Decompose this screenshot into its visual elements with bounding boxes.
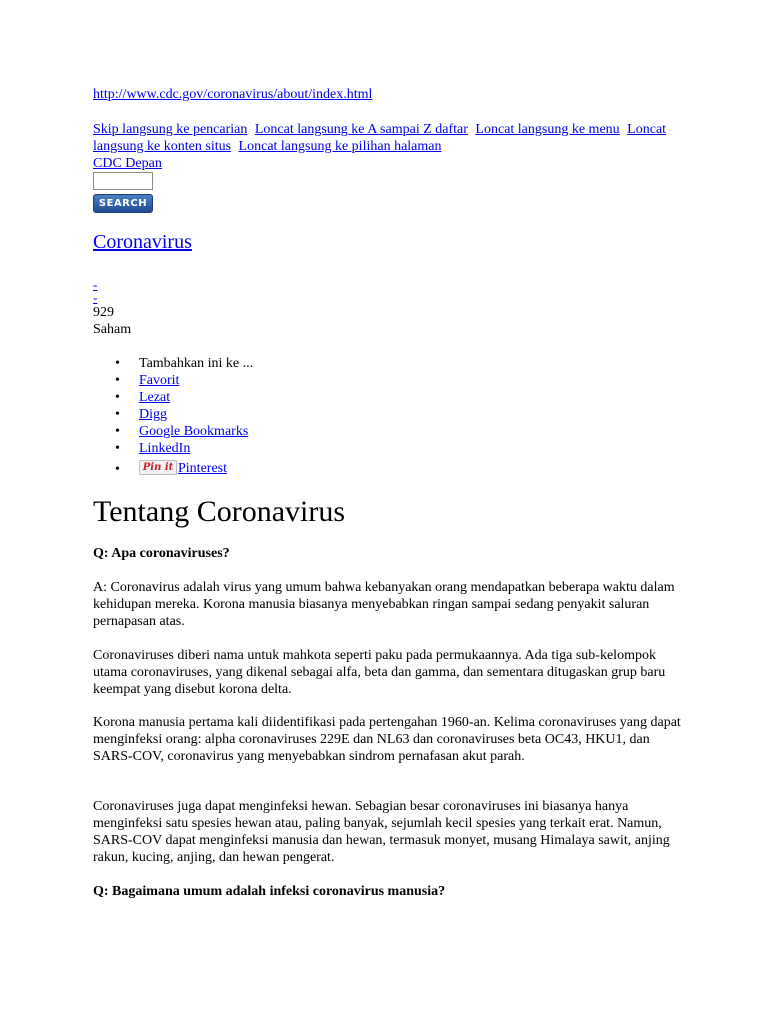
body-paragraph: Coronaviruses juga dapat menginfeksi hewan. Sebagian besar coronaviruses ini biasanya hanya menginfeksi satu spesies hewan atau, paling banyak, sejumlah kecil spesies yang terkait erat. Namun, SARS-COV dapat menginfeksi manusia dan hewan, termasuk monyet, musang Himalaya sawit, anjing rakun, kucing, anjing, dan hewan pengerat. xyxy=(93,799,670,865)
skip-to-search-link[interactable]: Skip langsung ke pencarian xyxy=(93,122,248,137)
list-item xyxy=(93,457,253,479)
site-title-link[interactable]: Coronavirus xyxy=(93,231,192,253)
skip-to-content-link[interactable]: Loncat langsung ke konten situs xyxy=(93,122,667,154)
list-item xyxy=(93,372,253,389)
answer-paragraph: A: Coronavirus adalah virus yang umum bahwa kebanyakan orang mendapatkan beberapa waktu dalam kehidupan mereka. Korona manusia biasanya menyebabkan ringan sampai sedang penyakit saluran pernapasan atas. xyxy=(93,580,675,629)
cdc-home-link[interactable]: CDC Depan xyxy=(93,156,162,171)
skip-links xyxy=(93,121,683,155)
body-paragraph: Coronaviruses diberi nama untuk mahkota seperti paku pada permukaannya. Ada tiga sub-kelompok utama coronaviruses, yang dikenal sebagai alfa, beta dan gamma, dan sementara ditugaskan grup baru keempat yang disebut korona delta. xyxy=(93,648,666,697)
share-count-label: Saham xyxy=(93,322,132,337)
share-menu-intro xyxy=(93,355,253,372)
skip-to-menu-link[interactable]: Loncat langsung ke menu xyxy=(475,122,620,137)
share-digg-link[interactable]: Digg xyxy=(139,407,167,422)
skip-to-az-link[interactable]: Loncat langsung ke A sampai Z daftar xyxy=(254,122,468,137)
list-item xyxy=(93,406,253,423)
pinit-icon[interactable]: Pin it xyxy=(139,460,177,475)
list-item xyxy=(93,389,253,406)
page-title: Tentang Coronavirus xyxy=(93,495,346,528)
share-menu xyxy=(93,355,253,479)
share-favorites-link[interactable]: Favorit xyxy=(139,373,180,388)
list-item xyxy=(93,440,253,457)
share-toggle-link[interactable]: - xyxy=(93,277,98,292)
search-button[interactable]: SEARCH xyxy=(93,194,153,213)
share-count xyxy=(93,304,131,338)
source-url-link[interactable]: http://www.cdc.gov/coronavirus/about/index.html xyxy=(93,87,373,102)
list-item xyxy=(93,423,253,440)
question-heading: Q: Apa coronaviruses? xyxy=(93,546,230,561)
share-delicious-link[interactable]: Lezat xyxy=(139,390,171,405)
body-paragraph: Korona manusia pertama kali diidentifikasi pada pertengahan 1960-an. Kelima coronaviruses yang dapat menginfeksi orang: alpha coronaviruses 229E dan NL63 dan coronaviruses beta OC43, HKU1, dan SARS-COV, coronavirus yang menyebabkan sindrom pernafasan akut parah. xyxy=(93,715,681,764)
question-heading: Q: Bagaimana umum adalah infeksi coronavirus manusia? xyxy=(93,884,446,899)
share-google-bookmarks-link[interactable]: Google Bookmarks xyxy=(139,424,249,439)
search-input[interactable] xyxy=(93,172,153,190)
skip-to-page-options-link[interactable]: Loncat langsung ke pilihan halaman xyxy=(238,139,442,154)
share-menu-intro-text: Tambahkan ini ke ... xyxy=(139,356,254,371)
share-linkedin-link[interactable]: LinkedIn xyxy=(139,441,191,456)
share-count-value: 929 xyxy=(93,305,114,320)
share-toggle-link-2[interactable]: - xyxy=(93,290,98,305)
share-pinterest-link[interactable]: Pinterest xyxy=(178,461,227,476)
